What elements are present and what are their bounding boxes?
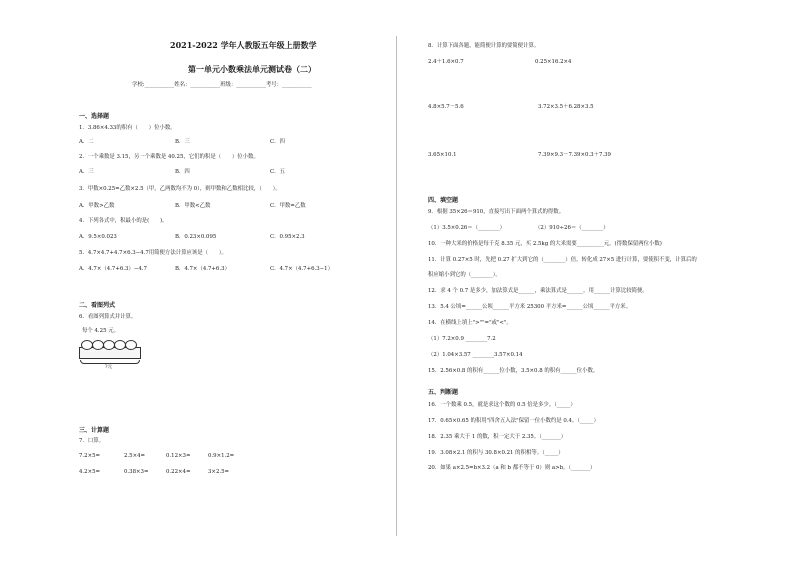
question-18[interactable]: 18．2.35 乘大于 1 的数，积一定大于 2.35。（_______） [428,434,567,440]
q4-option-b[interactable]: B．0.23×0.095 [175,234,217,240]
question-17[interactable]: 17．0.65×0.65 的积用"四舍五入法"保留一位小数约是 0.4。（_____） [428,418,599,424]
question-4: 4．下列各式中，积最小的是( )。 [79,218,168,224]
question-14: 14．在横线上填上">""="或"<"。 [428,320,512,326]
q3-option-a[interactable]: A．甲数>乙数 [79,203,115,209]
section-heading-calc: 三、计算题 [79,427,110,434]
q14-part-1[interactable]: （1）7.2×0.9 ________7.2 [428,336,496,342]
question-16[interactable]: 16．一个数乘 0.5，就是求这个数的 0.5 倍是多少。（_____） [428,402,576,408]
question-11[interactable]: 11．计算 0.27×5 时，先把 0.27 扩大到它的（________）倍，转化成 27×5 进行计算，要使积不变，计算后的 [428,257,697,263]
question-13[interactable]: 13．5.4 公顷=______公顷______平方米 25300 平方米=______公顷______平方米。 [428,304,632,310]
q2-option-a[interactable]: A．三 [79,169,94,175]
oral-item[interactable]: 0.22×4= [166,469,191,475]
question-2: 2．一个乘数是 3.15，另一个乘数是 40.25，它们的积是（ ）位小数。 [79,154,259,160]
q5-option-b[interactable]: B．4.7×（4.7+6.3） [175,266,230,272]
oral-item[interactable]: 0.12×3= [166,453,191,459]
page-subtitle: 第一单元小数乘法单元测试卷（二） [188,64,316,74]
question-12[interactable]: 12．求 4 个 0.7 是多少，加法算式是______，乘法算式是______，用______计算比较简便。 [428,288,648,294]
question-1: 1．3.86×4.33的积有（ ）位小数。 [79,125,176,131]
oral-item[interactable]: 2.5×4= [124,453,146,459]
calc-item[interactable]: 4.8×5.7－5.6 [428,104,464,110]
q3-option-c[interactable]: C．甲数=乙数 [270,203,306,209]
question-8: 8．计算下面各题，能简便计算的要简便计算。 [428,43,540,49]
question-20[interactable]: 20．如果 a×2.5=b×3.2（a 和 b 都不等于 0）则 a>b。（_______） [428,465,596,471]
q1-option-c[interactable]: C．四 [270,139,285,145]
calc-item[interactable]: 7.39×9.3－7.39×0.3＋7.39 [538,152,611,158]
oral-item[interactable]: 4.2×5= [79,469,101,475]
q14-part-2[interactable]: （2）1.04×3.57 ________3.57×0.14 [428,352,523,358]
section-heading-judge: 五、判断题 [428,389,459,396]
q5-option-c[interactable]: C．4.7×（4.7+6.3−1） [270,266,333,272]
column-divider [396,36,397,536]
q3-option-b[interactable]: B．甲数<乙数 [175,203,211,209]
egg [125,340,137,350]
q5-option-a[interactable]: A．4.7×（4.7+6.3）−4.7 [79,266,147,272]
q2-option-c[interactable]: C．五 [270,169,285,175]
question-6: 6．看图列算式并计算。 [79,314,137,320]
question-3: 3．甲数×0.25=乙数×2.5（甲，乙两数均不为 0），则甲数和乙数相比较，（ ）。 [79,186,281,192]
question-9: 9．根据 35×26＝910，直接写出下面两个算式的得数。 [428,209,565,215]
calc-item[interactable]: 3.72×3.5＋6.28×3.5 [538,104,594,110]
q9-part-2[interactable]: （2）910÷26＝（________） [535,225,609,231]
calc-item[interactable]: 0.25×16.2×4 [535,59,572,65]
question-5: 5．4.7×4.7+4.7×6.3−4.7用简便方法计算应该是（ ）。 [79,250,227,256]
section-heading-choice: 一、选择题 [79,113,110,120]
q1-option-a[interactable]: A．二 [79,139,94,145]
student-info-line[interactable]: 学校:___________姓名：___________班级：___________考号：___________ [132,82,312,88]
oral-item[interactable]: 0.9×1.2= [208,453,235,459]
q1-option-b[interactable]: B．三 [175,139,190,145]
oral-item[interactable]: 0.38×3= [124,469,149,475]
section-heading-picture: 二、看图列式 [79,302,116,309]
question-10[interactable]: 10．一种大米的价格是每千克 8.35 元，买 2.5kg 的大米需要__________元。(得数保留两位小数) [428,241,662,247]
question-7: 7．口算。 [79,438,104,444]
page-title: 2021-2022 学年人教版五年级上册数学 [170,40,317,50]
q2-option-b[interactable]: B．四 [175,169,190,175]
oral-item[interactable]: 7.2×5= [79,453,101,459]
question-15[interactable]: 15．2.56×0.8 的积有______位小数，3.5×0.8 的积有______位小数。 [428,368,599,374]
q9-part-1[interactable]: （1）3.5×0.26＝（________） [428,225,506,231]
section-heading-fill: 四、填空题 [428,197,459,204]
oral-item[interactable]: 3×2.5= [208,469,230,475]
calc-item[interactable]: 3.65×10.1 [428,152,457,158]
q4-option-c[interactable]: C．0.95×2.3 [270,234,305,240]
q4-option-a[interactable]: A．9.5×0.023 [79,234,117,240]
question-19[interactable]: 19．3.08×2.1 的积与 30.8×0.21 的积相等。（_____） [428,450,564,456]
calc-item[interactable]: 2.4＋1.6×0.7 [428,59,464,65]
total-price-label: ?元 [105,365,113,370]
price-caption: 每个 4.25 元。 [82,328,119,334]
question-11-continued[interactable]: 积应缩小到它的（________）。 [428,272,501,278]
